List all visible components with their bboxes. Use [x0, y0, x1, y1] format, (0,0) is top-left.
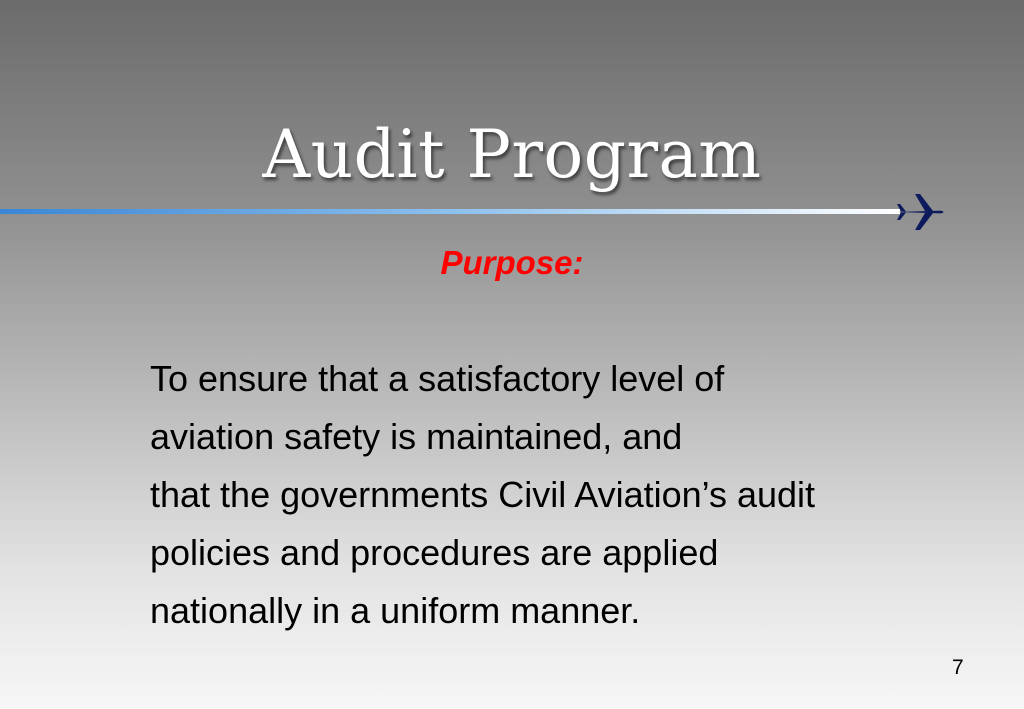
- body-line: policies and procedures are applied: [150, 532, 719, 573]
- purpose-heading: Purpose:: [440, 244, 584, 281]
- page-number: 7: [952, 656, 964, 679]
- body-line: aviation safety is maintained, and: [150, 416, 683, 457]
- title-divider-line: [0, 208, 900, 216]
- body-line: that the governments Civil Aviation’s audit: [150, 474, 816, 515]
- body-line: To ensure that a satisfactory level of: [150, 358, 725, 399]
- slide-title: Audit Program: [262, 116, 762, 193]
- airplane-icon: [895, 192, 947, 232]
- body-line: nationally in a uniform manner.: [150, 590, 641, 631]
- purpose-body: [150, 350, 970, 640]
